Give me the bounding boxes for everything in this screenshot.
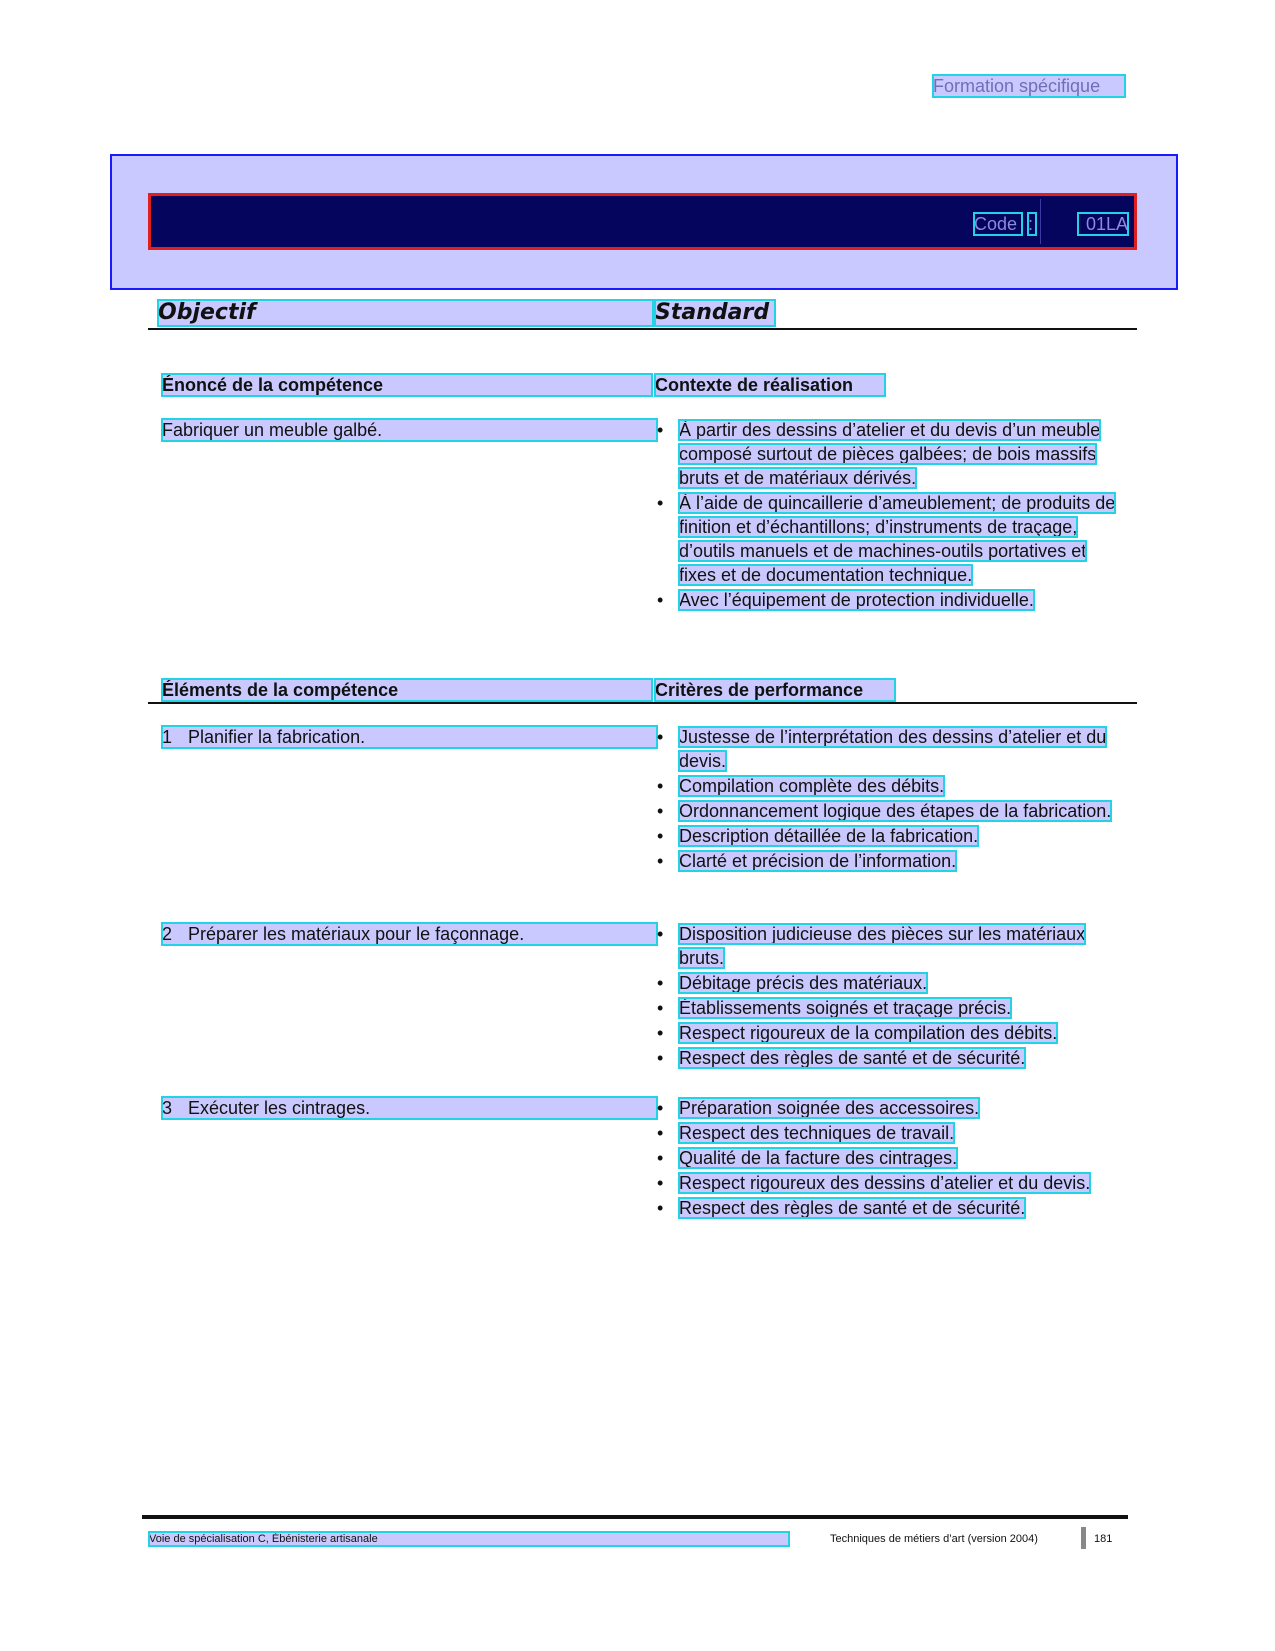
element-label: Exécuter les cintrages. — [188, 1098, 371, 1118]
bullet-icon: • — [657, 1173, 664, 1193]
bullet-icon: • — [657, 998, 664, 1018]
bullet-icon: • — [657, 1098, 664, 1118]
element-number: 1 — [162, 727, 173, 747]
element-label: Planifier la fabrication. — [188, 727, 366, 747]
list-item — [655, 725, 1125, 773]
list-item — [655, 1196, 1125, 1220]
list-item — [655, 922, 1125, 970]
list-item-text: Description détaillée de la fabrication. — [679, 826, 979, 846]
bullet-icon: • — [657, 1023, 664, 1043]
list-item-text: Qualité de la facture des cintrages. — [679, 1148, 958, 1168]
element-number: 3 — [162, 1098, 173, 1118]
heading-contexte: Contexte de réalisation — [655, 374, 885, 396]
criteres-list — [655, 1096, 1125, 1221]
bullet-icon: • — [657, 1048, 664, 1068]
list-item-text: Respect des techniques de travail. — [679, 1123, 955, 1143]
contexte-list — [655, 418, 1125, 613]
bullet-icon: • — [657, 727, 664, 747]
bullet-icon: • — [657, 851, 664, 871]
list-item — [655, 418, 1125, 490]
list-item — [655, 849, 1125, 873]
list-item — [655, 1121, 1125, 1145]
list-item-text: Justesse de l’interprétation des dessins d’atelier et du devis. — [679, 727, 1107, 771]
bullet-icon: • — [657, 924, 664, 944]
list-item — [655, 996, 1125, 1020]
bullet-icon: • — [657, 1148, 664, 1168]
list-item — [655, 588, 1125, 612]
element-label: Préparer les matériaux pour le façonnage. — [188, 924, 525, 944]
heading-enonce: Énoncé de la compétence — [162, 374, 652, 396]
element-item — [162, 726, 657, 748]
list-item-text: Établissements soignés et traçage précis. — [679, 998, 1012, 1018]
bullet-icon: • — [657, 801, 664, 821]
list-item — [655, 824, 1125, 848]
competence-statement: Fabriquer un meuble galbé. — [162, 419, 657, 441]
list-item-text: Respect rigoureux de la compilation des débits. — [679, 1023, 1058, 1043]
code-divider — [1040, 199, 1041, 244]
footer-separator — [1081, 1527, 1086, 1549]
list-item — [655, 774, 1125, 798]
code-value: 01LA — [1078, 213, 1128, 235]
list-item — [655, 1171, 1125, 1195]
footer-rule — [142, 1515, 1128, 1519]
list-item — [655, 1046, 1125, 1070]
list-item — [655, 491, 1125, 587]
bullet-icon: • — [657, 1123, 664, 1143]
list-item-text: Débitage précis des matériaux. — [679, 973, 928, 993]
criteres-list — [655, 922, 1125, 1071]
list-item-text: Respect rigoureux des dessins d’atelier et du devis. — [679, 1173, 1091, 1193]
footer-right-text: Techniques de métiers d’art (version 2004) — [830, 1533, 1038, 1545]
list-item-text: Préparation soignée des accessoires. — [679, 1098, 980, 1118]
footer-left-text: Voie de spécialisation C, Ébénisterie artisanale — [149, 1532, 789, 1546]
bullet-icon: • — [657, 776, 664, 796]
criteres-list — [655, 725, 1125, 874]
list-item-text: À partir des dessins d’atelier et du devis d’un meuble composé surtout de pièces galbées; de bois massifs bruts et de matériaux dérivés. — [679, 420, 1101, 488]
list-item-text: Respect des règles de santé et de sécurité. — [679, 1048, 1026, 1068]
page-number: 181 — [1094, 1533, 1113, 1545]
list-item — [655, 1146, 1125, 1170]
list-item-text: Clarté et précision de l’information. — [679, 851, 957, 871]
heading-objectif: Objectif — [158, 300, 653, 326]
bullet-icon: • — [657, 493, 664, 513]
element-number: 2 — [162, 924, 173, 944]
rule-divider — [148, 702, 1137, 704]
list-item — [655, 971, 1125, 995]
heading-standard: Standard — [655, 300, 775, 326]
list-item — [655, 1096, 1125, 1120]
heading-criteres: Critères de performance — [655, 679, 895, 701]
element-item — [162, 1097, 657, 1119]
list-item — [655, 1021, 1125, 1045]
bullet-icon: • — [657, 973, 664, 993]
list-item-text: Avec l’équipement de protection individuelle. — [679, 590, 1034, 610]
bullet-icon: • — [657, 1198, 664, 1218]
document-section-label: Formation spécifique — [933, 75, 1125, 97]
bullet-icon: • — [657, 590, 664, 610]
code-label: Code — [974, 213, 1022, 235]
code-separator: : — [1028, 213, 1036, 235]
bullet-icon: • — [657, 420, 664, 440]
list-item-text: Compilation complète des débits. — [679, 776, 945, 796]
list-item-text: À l’aide de quincaillerie d’ameublement; de produits de finition et d’échantillons; d’instruments de traçage, d’outils manuels et de machines-outils portatives et fixes et de documentation technique. — [679, 493, 1116, 585]
rule-divider — [148, 328, 1137, 330]
list-item — [655, 799, 1125, 823]
element-item — [162, 923, 657, 945]
bullet-icon: • — [657, 826, 664, 846]
list-item-text: Disposition judicieuse des pièces sur les matériaux bruts. — [679, 924, 1086, 968]
heading-elements: Éléments de la compétence — [162, 679, 652, 701]
list-item-text: Ordonnancement logique des étapes de la fabrication. — [679, 801, 1112, 821]
list-item-text: Respect des règles de santé et de sécurité. — [679, 1198, 1026, 1218]
